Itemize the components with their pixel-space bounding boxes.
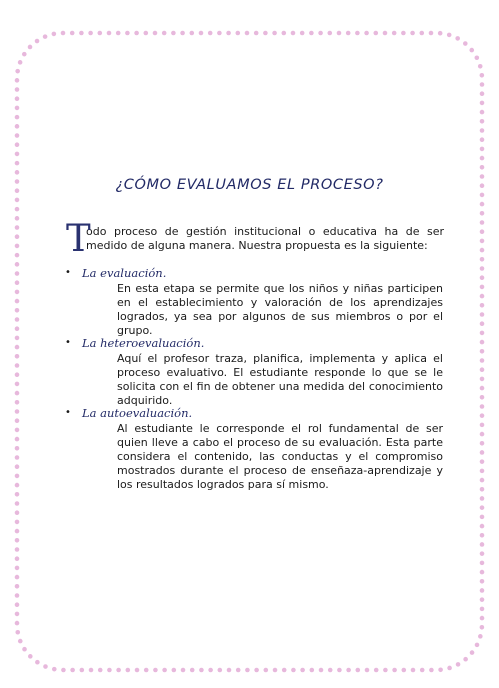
section-heading: La evaluación.: [82, 266, 167, 280]
section-body: Al estudiante le corresponde el rol fundamental de ser quien lleve a cabo el proceso de su evaluación. Esta parte considera el contenido, las conductas y el compromiso mostrados durante el proceso de enseñaza-aprendizaje y los resultados logrados para sí mismo.: [117, 422, 443, 491]
section-body: En esta etapa se permite que los niños y niñas participen en el establecimiento y valoración de los aprendizajes logrados, ya sea por algunos de sus miembros o por el grupo.: [117, 282, 443, 337]
section-heading: La heteroevaluación.: [82, 336, 205, 350]
intro-text: odo proceso de gestión institucional o educativa ha de ser medido de alguna manera. Nuestra propuesta es la siguiente:: [86, 225, 444, 252]
bullet: •: [65, 407, 71, 418]
drop-cap: T: [66, 217, 91, 260]
bullet: •: [65, 267, 71, 278]
section-heading: La autoevaluación.: [82, 406, 193, 420]
page-title: ¿CÓMO EVALUAMOS EL PROCESO?: [115, 177, 384, 193]
bullet: •: [65, 337, 71, 348]
section-body: Aquí el profesor traza, planifica, implementa y aplica el proceso evaluativo. El estudiante responde lo que se le solicita con el fin de obtener una medida del conocimiento adquirido.: [117, 352, 443, 407]
intro-paragraph: [66, 217, 444, 260]
